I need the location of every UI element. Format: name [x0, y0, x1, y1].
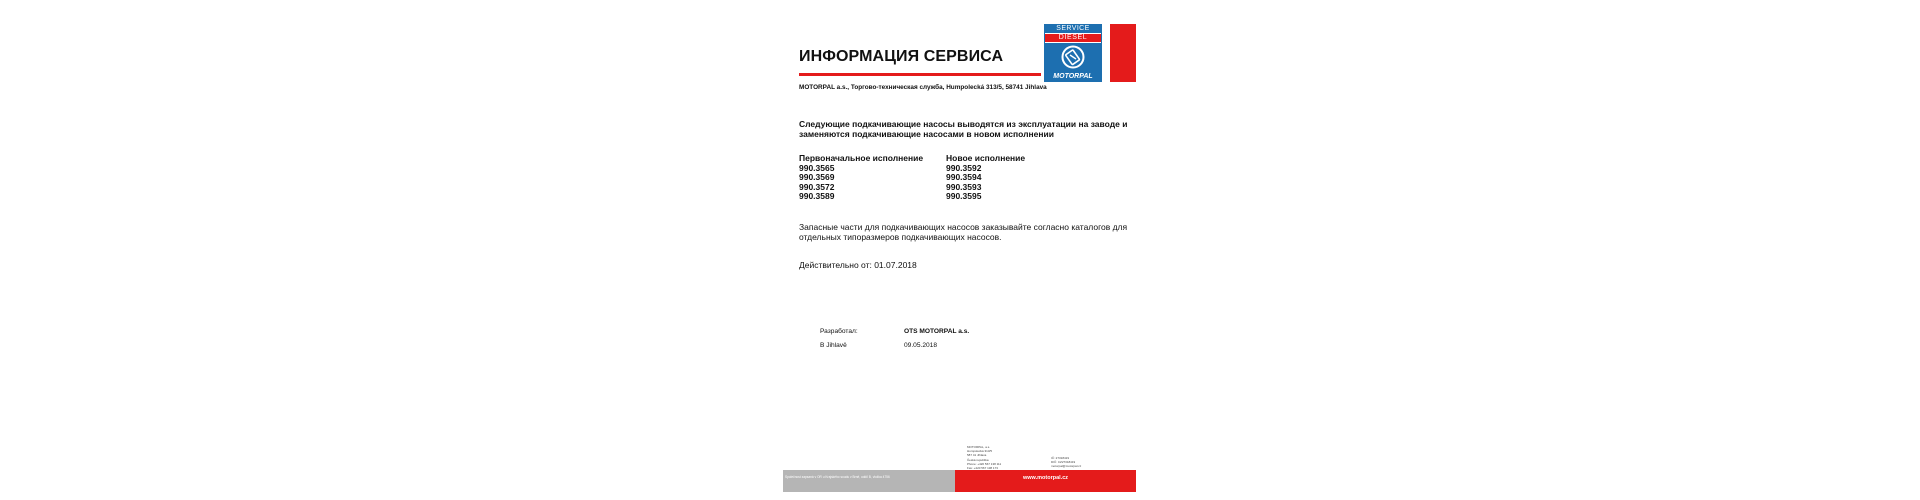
- footer-red-bar: [955, 470, 1136, 492]
- header-red-block: [1110, 24, 1136, 82]
- table-row: 990.3594: [946, 172, 982, 183]
- footer-contact-block: [967, 445, 1001, 470]
- place-label: В Jihlavě: [820, 342, 847, 349]
- service-diesel-logo: [1044, 24, 1102, 82]
- footer-line: Humpolecká 313/5: [967, 449, 993, 454]
- page-title: ИНФОРМАЦИЯ СЕРВИСА: [799, 48, 1004, 65]
- new-version-column: [946, 154, 1025, 202]
- footer-line: MOTORPAL, a.s.: [967, 445, 991, 449]
- footer-line: Česká republika: [967, 457, 989, 462]
- footer-line: Phone: +420 567 138 111: [967, 461, 1002, 466]
- footer-line: 587 41 Jihlava: [967, 453, 987, 458]
- valid-from: Действительно от: 01.07.2018: [799, 260, 917, 270]
- logo-brand: MOTORPAL: [1053, 73, 1093, 80]
- footer-registration-text: Společnost zapsaná v OR u Krajského soudu v Brně, oddíl B, vložka 4756: [785, 475, 890, 479]
- footer-line: Fax: +420 567 138 173: [967, 466, 998, 471]
- table-row: 990.3569: [799, 172, 835, 183]
- table-row: 990.3572: [799, 181, 835, 192]
- document-date: 09.05.2018: [904, 342, 938, 349]
- company-address: MOTORPAL a.s., Торгово-техническая служба, Humpolecká 313/5, 58741 Jihlava: [799, 84, 1047, 91]
- table-row: 990.3589: [799, 191, 835, 202]
- logo-body: [1045, 43, 1101, 81]
- developed-by-label: Разработал:: [820, 328, 858, 335]
- column-header-original: Первоначальное исполнение: [799, 153, 924, 163]
- logo-diesel-label: DIESEL: [1045, 34, 1101, 42]
- footer-website-link[interactable]: www.motorpal.cz: [1022, 475, 1069, 481]
- column-header-new: Новое исполнение: [946, 153, 1026, 163]
- table-row: 990.3565: [799, 162, 835, 173]
- footer-line: motorpal@motorpal.cz: [1051, 464, 1082, 469]
- footer-line: IČ: 27318419: [1051, 456, 1070, 460]
- spare-parts-note: Запасные части для подкачивающих насосов заказывайте согласно каталогов для отдельных типоразмеров подкачивающих насосов.: [799, 222, 1128, 242]
- table-row: 990.3595: [946, 191, 982, 202]
- logo-service-label: SERVICE: [1045, 25, 1101, 33]
- table-row: 990.3593: [946, 181, 982, 192]
- table-row: 990.3592: [946, 162, 982, 173]
- footer-ids-block: [1051, 456, 1081, 469]
- intro-paragraph: Следующие подкачивающие насосы выводятся из эксплуатации на заводе и заменяются подкачивающие насосами в новом исполнении: [799, 119, 1128, 139]
- document-page: [783, 0, 1136, 500]
- developed-by-value: OTS MOTORPAL a.s.: [904, 328, 970, 335]
- original-version-column: [799, 154, 923, 202]
- title-underline: [799, 73, 1041, 76]
- footer-grey-bar: [783, 470, 955, 492]
- injector-pump-logo-icon: [1060, 45, 1086, 69]
- footer-line: DIČ: CZ27318419: [1051, 460, 1076, 465]
